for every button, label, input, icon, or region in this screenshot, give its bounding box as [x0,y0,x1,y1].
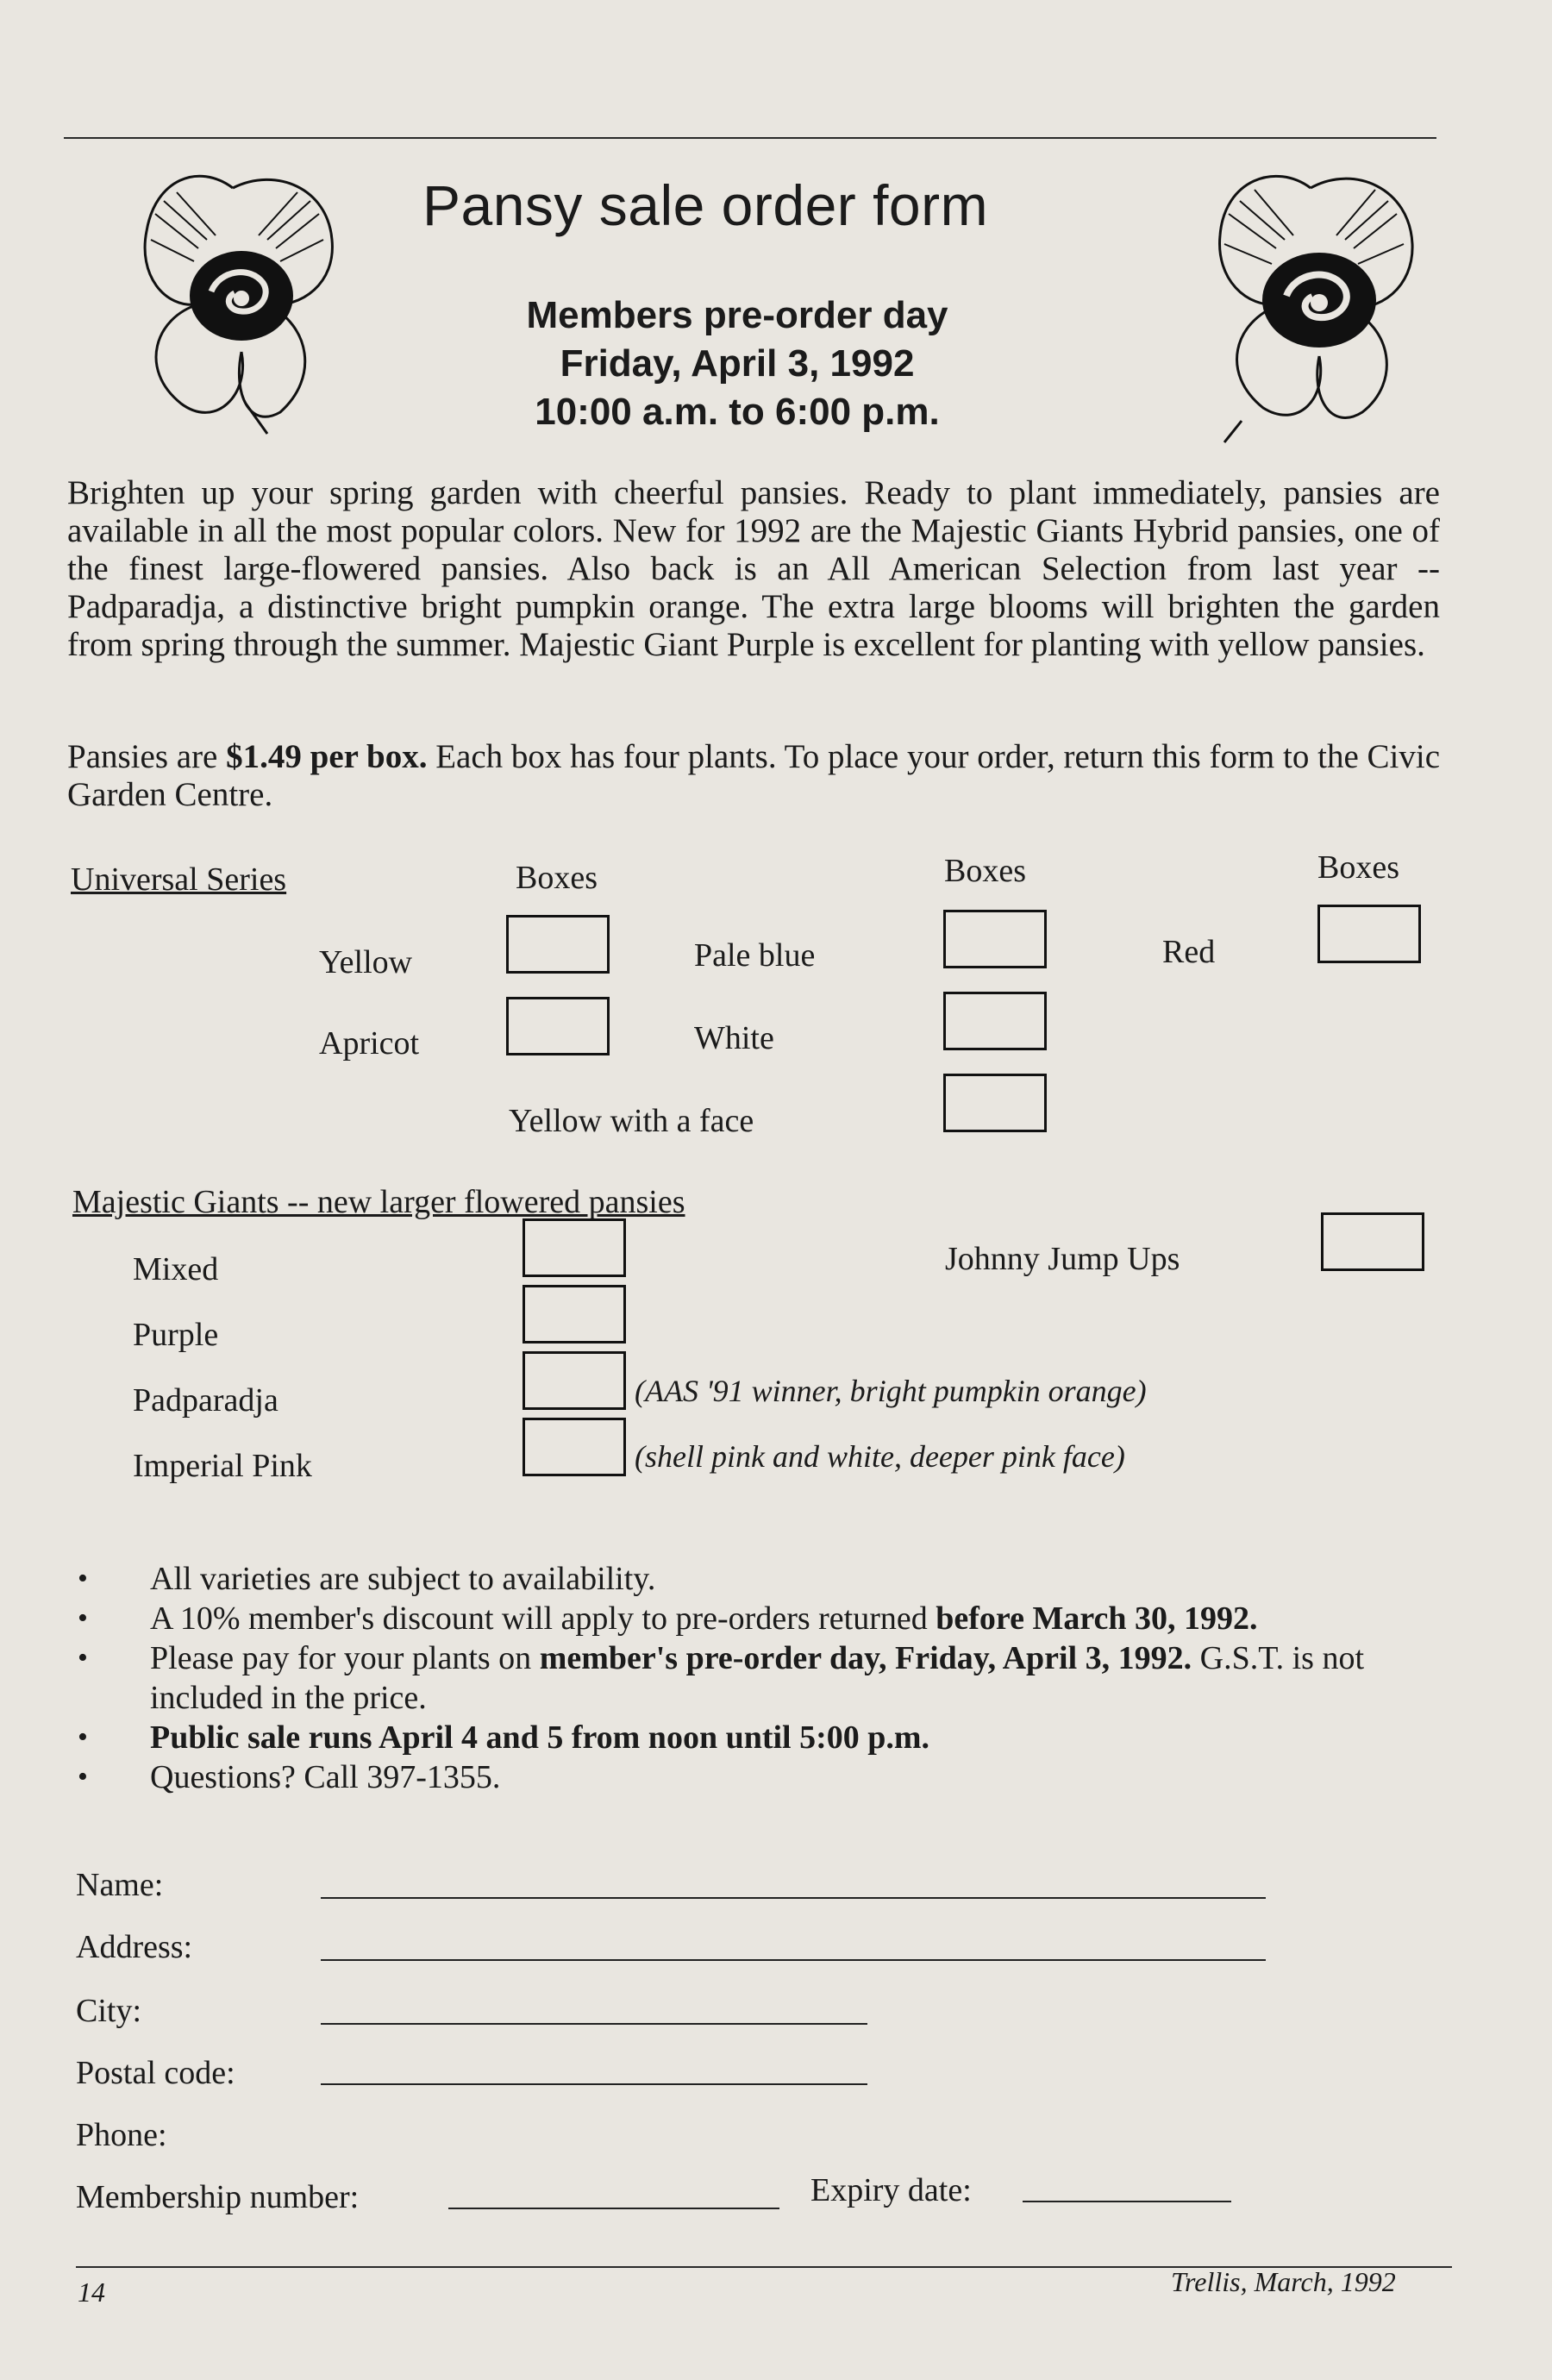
majestic-purple-box[interactable] [523,1285,626,1343]
note-gst: G.S.T. is not included in the price. [150,1640,1364,1716]
publication-credit: Trellis, March, 1992 [1171,2266,1396,2297]
postal-code-line[interactable] [321,2083,867,2085]
price-post: Each box has four plants. To place your order, return this form to the Civic Garden Centre. [67,738,1441,813]
postal-code-label: Postal code: [76,2055,235,2091]
expiry-date-label: Expiry date: [810,2172,972,2208]
price-value: $1.49 per box. [226,738,428,775]
address-label: Address: [76,1929,193,1965]
majestic-mixed-label: Mixed [133,1251,219,1287]
city-label: City: [76,1993,142,2029]
pansy-illustration-left [103,153,371,438]
majestic-imperial-pink-label: Imperial Pink [133,1448,312,1484]
note-discount-text: A 10% member's discount will apply to pre-orders returned [150,1600,928,1637]
johnny-jump-ups-label: Johnny Jump Ups [945,1241,1180,1277]
membership-number-line[interactable] [448,2208,779,2209]
note-payment-date: member's pre-order day, Friday, April 3, 1992. [539,1640,1192,1676]
top-rule [64,137,1436,139]
universal-pale-blue-label: Pale blue [694,937,816,974]
universal-yellow-box[interactable] [506,915,610,974]
universal-yellow-label: Yellow [319,944,413,980]
city-line[interactable] [321,2023,867,2025]
name-line[interactable] [321,1897,1266,1899]
price-pre: Pansies are [67,738,218,775]
notes-list [69,1559,1440,1797]
universal-apricot-box[interactable] [506,997,610,1055]
universal-yellow-face-box[interactable] [943,1074,1047,1132]
intro-paragraph: Brighten up your spring garden with cheerful pansies. Ready to plant immediately, pansies are available in all the most popular colors. New for 1992 are the Majestic Giants Hybrid pansies, one of the finest large-flowered pansies. Also back is an All American Selection from last year -- Padparadja, a distinctive bright pumpkin orange. The extra large blooms will brighten the garden from spring through the summer. Majestic Giant Purple is excellent for planting with yellow pansies. [67,474,1440,663]
event-line-1: Members pre-order day [526,294,948,336]
boxes-label-1: Boxes [516,860,598,896]
note-discount-deadline: before March 30, 1992. [936,1600,1258,1637]
event-line-3: 10:00 a.m. to 6:00 p.m. [535,391,940,433]
universal-white-label: White [694,1020,774,1056]
pansy-illustration-right [1173,153,1449,447]
note-payment-text: Please pay for your plants on [150,1640,532,1676]
name-label: Name: [76,1867,164,1903]
universal-series-heading: Universal Series [71,861,287,898]
universal-apricot-label: Apricot [319,1025,420,1062]
note-public-sale-text: Public sale runs April 4 and 5 from noon until 5:00 p.m. [150,1719,930,1756]
expiry-date-line[interactable] [1023,2201,1231,2202]
page-title: Pansy sale order form [422,173,989,237]
event-info [483,291,992,436]
majestic-padparadja-label: Padparadja [133,1382,278,1419]
universal-pale-blue-box[interactable] [943,910,1047,968]
event-line-2: Friday, April 3, 1992 [560,342,915,385]
padparadja-note: (AAS '91 winner, bright pumpkin orange) [635,1374,1147,1408]
universal-white-box[interactable] [943,992,1047,1050]
majestic-padparadja-box[interactable] [523,1351,626,1410]
note-payment [69,1638,1440,1718]
note-public-sale [69,1718,1440,1757]
note-questions: • Questions? Call 397-1355. [69,1757,1440,1797]
boxes-label-2: Boxes [944,853,1026,889]
johnny-jump-ups-box[interactable] [1321,1212,1424,1271]
universal-red-box[interactable] [1317,905,1421,963]
membership-number-label: Membership number: [76,2179,360,2215]
boxes-label-3: Boxes [1317,849,1399,886]
imperial-pink-note: (shell pink and white, deeper pink face) [635,1439,1125,1474]
note-discount [69,1599,1440,1638]
majestic-imperial-pink-box[interactable] [523,1418,626,1476]
price-paragraph [67,738,1440,814]
universal-yellow-face-label: Yellow with a face [509,1103,754,1139]
universal-red-label: Red [1162,934,1216,970]
majestic-purple-label: Purple [133,1317,219,1353]
phone-label: Phone: [76,2117,167,2153]
majestic-heading: Majestic Giants -- new larger flowered pansies [72,1184,685,1220]
page-number: 14 [78,2277,105,2308]
note-availability: • All varieties are subject to availability. [69,1559,1440,1599]
address-line[interactable] [321,1959,1266,1961]
majestic-mixed-box[interactable] [523,1218,626,1277]
